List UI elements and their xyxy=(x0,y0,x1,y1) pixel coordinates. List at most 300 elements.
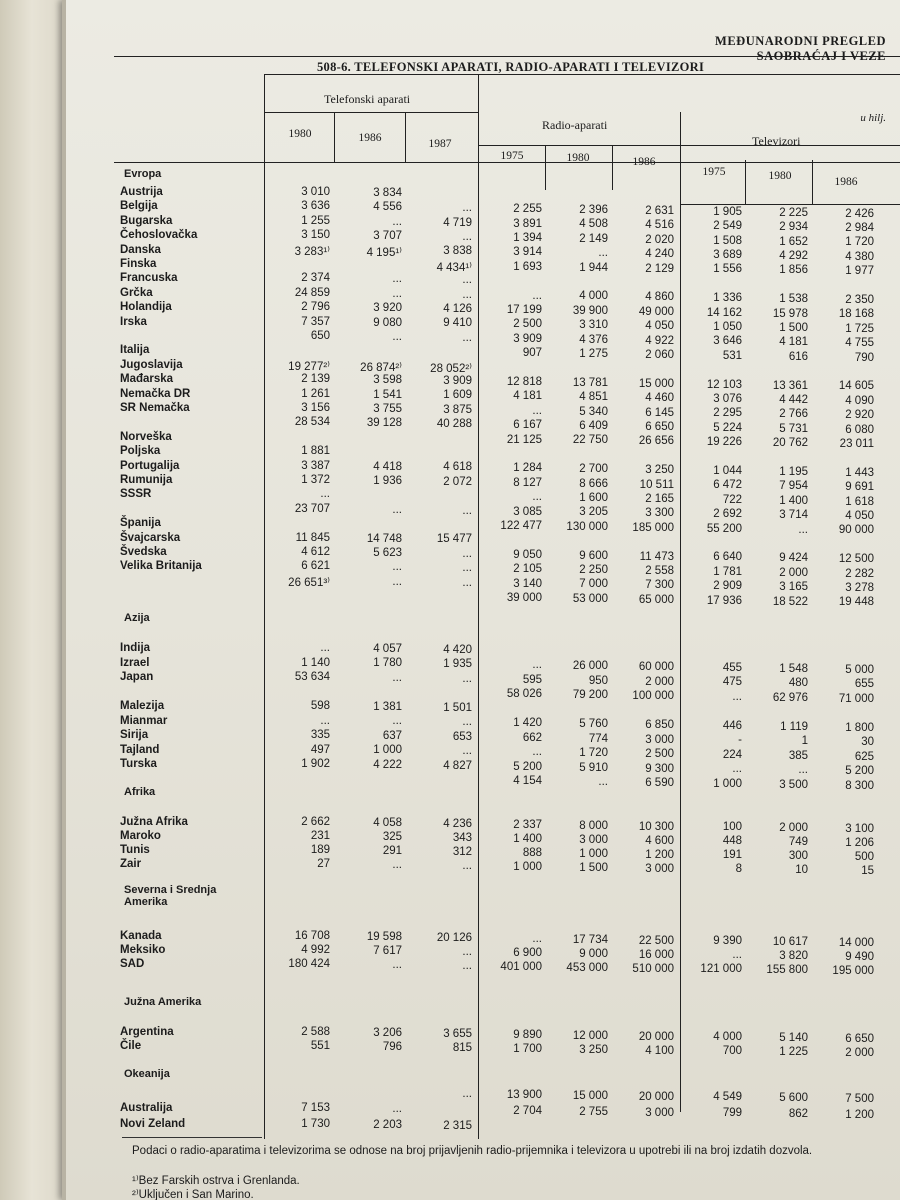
table-cell: 4 612 xyxy=(301,546,330,558)
book-page xyxy=(62,0,900,1200)
table-cell: 130 000 xyxy=(566,520,608,533)
year-divider-7 xyxy=(745,160,746,205)
table-cell: 799 xyxy=(722,1107,742,1120)
year-header-9: 1986 xyxy=(834,176,858,188)
country-label: Grčka xyxy=(120,286,153,299)
table-cell: ... xyxy=(532,289,542,302)
country-label: Kanada xyxy=(120,930,162,942)
table-cell: 3 140 xyxy=(513,577,542,590)
country-label: Čehoslovačka xyxy=(120,229,198,242)
table-cell: 6 621 xyxy=(301,560,330,573)
table-cell: 16 000 xyxy=(638,948,674,961)
country-label: Čile xyxy=(120,1040,142,1052)
table-top-rule xyxy=(264,74,900,75)
country-label: Mađarska xyxy=(120,373,174,386)
country-label: Južna Afrika xyxy=(120,816,188,828)
table-cell: 195 000 xyxy=(832,965,874,978)
table-cell: 3 300 xyxy=(645,507,674,520)
table-cell: 446 xyxy=(722,719,742,732)
table-cell: 26 651³⁾ xyxy=(288,576,330,589)
country-label: Maroko xyxy=(120,830,161,842)
table-cell: 3 000 xyxy=(645,1106,674,1119)
table-cell: 1 206 xyxy=(845,837,874,850)
table-cell: 3 707 xyxy=(373,230,402,243)
table-cell: ... xyxy=(392,958,402,971)
table-cell: 6 145 xyxy=(645,406,674,419)
table-cell: 1 500 xyxy=(779,321,808,334)
table-cell: 5 600 xyxy=(779,1092,808,1105)
page-edge xyxy=(62,0,66,1200)
table-cell: 2 500 xyxy=(513,318,542,331)
table-cell: 7 153 xyxy=(301,1102,330,1114)
country-label: Holandija xyxy=(120,301,172,314)
table-cell: ... xyxy=(392,575,402,588)
table-cell: 625 xyxy=(854,750,874,763)
table-cell: 11 473 xyxy=(639,550,674,563)
table-cell: 5 340 xyxy=(579,405,608,418)
table-cell: 325 xyxy=(382,830,402,843)
country-label: Švedska xyxy=(120,546,167,558)
table-cell: 2 072 xyxy=(443,475,472,488)
table-cell: 20 762 xyxy=(772,437,808,450)
table-cell: 7 617 xyxy=(373,944,402,957)
table-cell: 1 140 xyxy=(301,656,330,669)
table-cell: 1 693 xyxy=(513,260,542,273)
table-cell: ... xyxy=(462,547,472,560)
table-cell: ... xyxy=(392,215,402,228)
table-cell: 312 xyxy=(452,845,472,858)
table-cell: 2 282 xyxy=(845,567,874,580)
table-cell: 4 556 xyxy=(373,201,402,214)
table-cell: 12 000 xyxy=(572,1029,608,1042)
table-cell: 722 xyxy=(722,493,742,506)
table-cell: 4 240 xyxy=(645,248,674,261)
table-cell: 9 691 xyxy=(845,481,874,494)
year-header-1: 1980 xyxy=(288,128,312,140)
table-cell: 300 xyxy=(788,850,808,863)
table-cell: 2 549 xyxy=(713,220,742,233)
table-cell: ... xyxy=(798,764,808,777)
table-cell: 8 666 xyxy=(579,477,608,490)
table-cell: ... xyxy=(392,1102,402,1115)
group-header-radio: Radio-aparati xyxy=(542,118,608,132)
table-cell: 15 477 xyxy=(436,533,472,546)
table-cell: 796 xyxy=(382,1040,402,1053)
table-cell: ... xyxy=(462,562,472,575)
table-cell: 1 780 xyxy=(373,657,402,670)
table-cell: 4 992 xyxy=(301,944,330,956)
table-cell: 3 838 xyxy=(443,245,472,258)
table-cell: 9 050 xyxy=(513,548,542,561)
table-cell: 5 200 xyxy=(845,765,874,778)
table-cell: ... xyxy=(532,404,542,417)
table-cell: 4 181 xyxy=(779,336,808,349)
table-cell: 2 000 xyxy=(645,675,674,688)
table-cell: 4 922 xyxy=(645,334,674,347)
table-cell: 2 337 xyxy=(513,818,542,831)
table-cell: 4 618 xyxy=(443,461,472,474)
table-cell: 1 044 xyxy=(713,465,742,477)
table-cell: 453 000 xyxy=(566,961,608,974)
table-cell: ... xyxy=(392,330,402,343)
country-label: Bugarska xyxy=(120,214,173,227)
table-cell: ... xyxy=(732,763,742,776)
table-cell: 2 766 xyxy=(779,408,808,421)
table-cell: 8 127 xyxy=(513,476,542,489)
table-cell: ... xyxy=(320,714,330,727)
table-cell: 90 000 xyxy=(838,524,874,537)
table-cell: 888 xyxy=(522,846,542,859)
table-cell: 4 050 xyxy=(645,320,674,333)
table-cell: 2 934 xyxy=(779,221,808,234)
table-cell: 4 860 xyxy=(645,291,674,304)
table-cell: 4 236 xyxy=(443,817,472,830)
country-label: Australija xyxy=(120,1102,173,1114)
table-cell: 5 000 xyxy=(845,663,874,676)
table-cell: 19 226 xyxy=(706,436,742,449)
table-cell: 3 655 xyxy=(443,1027,472,1040)
region-label: Južna Amerika xyxy=(124,996,202,1008)
table-cell: 224 xyxy=(722,748,742,761)
table-cell: 3 500 xyxy=(779,778,808,791)
table-cell: 2 165 xyxy=(645,492,674,505)
table-cell: 14 605 xyxy=(838,380,874,393)
table-cell: ... xyxy=(462,576,472,589)
table-cell: 2 700 xyxy=(579,463,608,476)
table-cell: 500 xyxy=(854,851,874,864)
footnote-rule xyxy=(122,1137,262,1138)
header-bottom-rule xyxy=(114,162,900,163)
table-cell: 4 442 xyxy=(779,393,808,406)
table-cell: 4 090 xyxy=(845,394,874,407)
country-label: Nemačka DR xyxy=(120,387,191,400)
table-cell: 700 xyxy=(722,1045,742,1058)
table-cell: 1 730 xyxy=(301,1118,330,1130)
table-cell: 3 834 xyxy=(373,186,402,199)
footnote-note: Podaci o radio-aparatima i televizorima se odnose na broj prijavljenih radio-prijemnika i televizora u upotrebi ili na broj izdatih dozvola. xyxy=(132,1145,813,1157)
table-cell: 3 205 xyxy=(579,506,608,519)
table-cell: 21 125 xyxy=(506,433,542,446)
table-cell: 1 977 xyxy=(845,265,874,278)
table-cell: 4 000 xyxy=(579,290,608,303)
table-cell: 6 409 xyxy=(579,420,608,432)
table-cell: 1 275 xyxy=(579,348,608,360)
table-cell: 14 000 xyxy=(838,937,874,950)
country-label: Turska xyxy=(120,758,157,770)
table-cell: 4 851 xyxy=(579,391,608,404)
table-cell: 1 400 xyxy=(779,494,808,507)
table-cell: ... xyxy=(392,503,402,516)
table-cell: - xyxy=(738,734,742,747)
table-cell: 950 xyxy=(588,674,608,687)
table-cell: ... xyxy=(392,858,402,871)
table-cell: 2 500 xyxy=(645,748,674,760)
table-cell: 3 150 xyxy=(301,229,330,242)
table-cell: 7 000 xyxy=(579,578,608,591)
table-cell: 1 400 xyxy=(513,832,542,845)
country-label: Malezija xyxy=(120,700,165,712)
country-label: Velika Britanija xyxy=(120,560,202,573)
table-cell: 191 xyxy=(722,849,742,862)
country-label: Rumunija xyxy=(120,474,173,486)
table-cell: 3 909 xyxy=(443,375,472,387)
table-cell: 497 xyxy=(310,743,330,756)
year-divider-5 xyxy=(612,145,613,190)
table-cell: 4 000 xyxy=(713,1031,742,1044)
table-cell: 14 162 xyxy=(706,306,742,319)
table-cell: 3 100 xyxy=(845,823,874,836)
table-cell: ... xyxy=(392,671,402,684)
country-label: Japan xyxy=(120,671,154,683)
table-cell: 28 052²⁾ xyxy=(430,362,472,375)
table-cell: 58 026 xyxy=(506,688,542,701)
table-cell: 10 300 xyxy=(638,820,674,833)
table-cell: ... xyxy=(732,690,742,703)
table-cell: 1 420 xyxy=(513,717,542,730)
table-cell: 5 760 xyxy=(579,718,608,731)
table-cell: 3 278 xyxy=(845,582,874,594)
table-cell: 1 556 xyxy=(713,263,742,276)
table-cell: 9 410 xyxy=(443,317,472,330)
table-cell: 4 057 xyxy=(373,642,402,655)
group-header-tv: Televizori xyxy=(752,134,801,148)
table-cell: 5 731 xyxy=(779,422,808,435)
table-cell: 4 292 xyxy=(779,249,808,262)
table-cell: 335 xyxy=(310,729,330,741)
table-cell: 12 500 xyxy=(838,553,874,566)
table-cell: 1 372 xyxy=(301,474,330,486)
table-cell: 1 781 xyxy=(713,565,742,578)
table-cell: ... xyxy=(732,949,742,962)
table-cell: 5 200 xyxy=(513,760,542,773)
table-cell: 385 xyxy=(788,749,808,762)
table-cell: ... xyxy=(598,247,608,260)
table-cell: 180 424 xyxy=(288,958,330,970)
table-cell: 3 076 xyxy=(713,393,742,405)
table-cell: 2 426 xyxy=(845,207,874,220)
table-cell: 4 050 xyxy=(845,510,874,522)
table-cell: 15 000 xyxy=(638,377,674,390)
table-cell: 2 060 xyxy=(645,348,674,361)
table-cell: 551 xyxy=(310,1040,330,1052)
table-cell: 3 909 xyxy=(513,332,542,345)
country-label: Portugalija xyxy=(120,459,180,472)
table-cell: 5 910 xyxy=(579,761,608,774)
table-cell: 9 000 xyxy=(579,947,608,960)
table-cell: 2 020 xyxy=(645,233,674,246)
table-cell: 1 609 xyxy=(443,389,472,402)
table-cell: 1 000 xyxy=(373,744,402,757)
table-cell: 3 283¹⁾ xyxy=(294,245,330,258)
table-cell: 9 080 xyxy=(373,316,402,329)
table-cell: 26 000 xyxy=(572,660,608,673)
table-cell: 662 xyxy=(522,731,542,744)
year-header-8: 1980 xyxy=(768,170,792,182)
table-cell: 2 374 xyxy=(301,272,330,285)
country-label: Izrael xyxy=(120,656,150,669)
table-cell: 1 725 xyxy=(845,322,874,335)
country-label: Švajcarska xyxy=(120,531,181,544)
table-cell: 510 000 xyxy=(632,962,674,975)
table-cell: ... xyxy=(462,331,472,344)
table-cell: 4 516 xyxy=(645,219,674,232)
table-cell: 4 418 xyxy=(373,460,402,473)
table-cell: 6 650 xyxy=(845,1033,874,1046)
subheader-rule-rest xyxy=(478,145,900,146)
table-cell: 2 909 xyxy=(713,580,742,593)
table-cell: ... xyxy=(462,945,472,958)
country-label: Tajland xyxy=(120,743,160,756)
country-label: Poljska xyxy=(120,445,161,458)
table-cell: 1 936 xyxy=(373,474,402,487)
country-label: Italija xyxy=(120,344,150,357)
table-cell: 1 935 xyxy=(443,658,472,671)
table-cell: 1 538 xyxy=(779,293,808,306)
table-cell: 1 548 xyxy=(779,662,808,675)
table-cell: 10 xyxy=(795,864,808,877)
table-cell: ... xyxy=(320,642,330,654)
table-cell: 291 xyxy=(382,844,402,857)
table-cell: 8 000 xyxy=(579,819,608,832)
table-cell: 475 xyxy=(722,676,742,689)
footnote-1: ¹⁾Bez Farskih ostrva i Grenlanda. xyxy=(132,1175,300,1187)
table-cell: 3 875 xyxy=(443,403,472,416)
table-cell: 121 000 xyxy=(700,963,742,976)
table-cell: 6 472 xyxy=(713,479,742,492)
table-cell: 7 954 xyxy=(779,480,808,493)
year-divider-2 xyxy=(405,112,406,162)
table-cell: 3 156 xyxy=(301,402,330,414)
table-cell: 3 920 xyxy=(373,302,402,315)
table-cell: 2 129 xyxy=(645,262,674,275)
table-cell: 4 376 xyxy=(579,333,608,346)
table-cell: 12 103 xyxy=(706,378,742,391)
table-cell: 1 881 xyxy=(301,445,330,458)
table-cell: 30 xyxy=(861,736,874,749)
table-cell: ... xyxy=(392,715,402,728)
table-cell: 39 000 xyxy=(506,591,542,604)
table-cell: 2 315 xyxy=(443,1119,472,1132)
table-cell: 5 623 xyxy=(373,546,402,559)
table-cell: 23 707 xyxy=(294,502,330,515)
region-label: Evropa xyxy=(124,168,162,180)
table-cell: 71 000 xyxy=(838,692,874,705)
country-label: Sirija xyxy=(120,729,149,741)
table-cell: 26 656 xyxy=(638,435,674,448)
table-cell: 862 xyxy=(788,1108,808,1121)
table-cell: 18 168 xyxy=(838,308,874,321)
table-cell: ... xyxy=(462,504,472,517)
table-cell: 1 381 xyxy=(373,700,402,713)
table-cell: 4 181 xyxy=(513,390,542,403)
year-divider-4 xyxy=(545,145,546,190)
table-cell: 1 000 xyxy=(713,777,742,790)
table-cell: 2 225 xyxy=(779,206,808,219)
country-label: Belgija xyxy=(120,200,158,213)
table-cell: 3 165 xyxy=(779,581,808,594)
table-cell: 907 xyxy=(522,347,542,360)
year-header-6: 1986 xyxy=(632,156,656,168)
table-cell: 2 350 xyxy=(845,294,874,306)
table-cell: 4 100 xyxy=(645,1044,674,1057)
table-cell: 39 900 xyxy=(572,304,608,317)
table-cell: 1 856 xyxy=(779,264,808,277)
table-cell: 2 149 xyxy=(579,232,608,245)
table-cell: 13 900 xyxy=(506,1088,542,1101)
table-cell: 2 984 xyxy=(845,222,874,234)
table-cell: ... xyxy=(462,959,472,972)
table-cell: 4 755 xyxy=(845,337,874,350)
table-cell: 2 662 xyxy=(301,816,330,828)
table-cell: 13 781 xyxy=(572,376,608,389)
table-cell: ... xyxy=(320,488,330,501)
table-cell: 65 000 xyxy=(638,593,674,606)
table-cell: 1 200 xyxy=(645,848,674,861)
running-header xyxy=(715,34,886,64)
region-label: Afrika xyxy=(124,786,156,798)
table-cell: 4 058 xyxy=(373,816,402,829)
table-title: 508-6. TELEFONSKI APARATI, RADIO-APARATI I TELEVIZORI xyxy=(317,60,705,74)
header-line-2: SAOBRAĆAJ I VEZE xyxy=(756,49,886,63)
table-cell: ... xyxy=(598,776,608,789)
table-cell: 9 600 xyxy=(579,549,608,562)
table-cell: ... xyxy=(462,274,472,287)
table-cell: 40 288 xyxy=(436,418,472,431)
table-cell: 3 636 xyxy=(301,200,330,213)
country-label: Irska xyxy=(120,315,147,328)
table-cell: 4 508 xyxy=(579,218,608,231)
country-label: Argentina xyxy=(120,1026,174,1038)
table-cell: 3 250 xyxy=(645,464,674,477)
table-cell: 4 719 xyxy=(443,216,472,229)
table-cell: 60 000 xyxy=(638,661,674,673)
year-header-3: 1987 xyxy=(428,138,452,150)
table-cell: 2 105 xyxy=(513,563,542,576)
table-cell: 3 820 xyxy=(779,950,808,963)
table-cell: 3 646 xyxy=(713,335,742,348)
table-cell: 2 692 xyxy=(713,508,742,521)
country-label: Finska xyxy=(120,258,157,270)
country-label: Mianmar xyxy=(120,714,168,727)
table-cell: 9 490 xyxy=(845,951,874,964)
table-cell: 598 xyxy=(310,700,330,712)
table-cell: 1 xyxy=(801,735,808,748)
table-cell: 531 xyxy=(722,349,742,362)
table-cell: 2 139 xyxy=(301,373,330,386)
table-cell: 9 890 xyxy=(513,1028,542,1041)
table-cell: 2 255 xyxy=(513,203,542,216)
table-cell: 1 720 xyxy=(845,236,874,249)
table-cell: 19 277²⁾ xyxy=(288,360,330,373)
table-cell: 8 300 xyxy=(845,779,874,792)
table-cell: 1 443 xyxy=(845,466,874,479)
table-cell: 653 xyxy=(452,730,472,743)
table-cell: 655 xyxy=(854,678,874,691)
table-cell: 9 424 xyxy=(779,552,808,565)
table-cell: 1 902 xyxy=(301,758,330,770)
table-cell: ... xyxy=(462,231,472,243)
country-label: Danska xyxy=(120,243,161,256)
table-cell: 10 511 xyxy=(639,478,674,491)
unit-label: u hilj. xyxy=(860,112,886,124)
table-cell: ... xyxy=(798,523,808,536)
table-cell: 1 800 xyxy=(845,721,874,734)
table-cell: 616 xyxy=(788,350,808,363)
table-cell: 53 634 xyxy=(294,671,330,683)
table-cell: 62 976 xyxy=(772,691,808,704)
table-cell: 1 541 xyxy=(373,388,402,401)
table-cell: 53 000 xyxy=(572,592,608,605)
